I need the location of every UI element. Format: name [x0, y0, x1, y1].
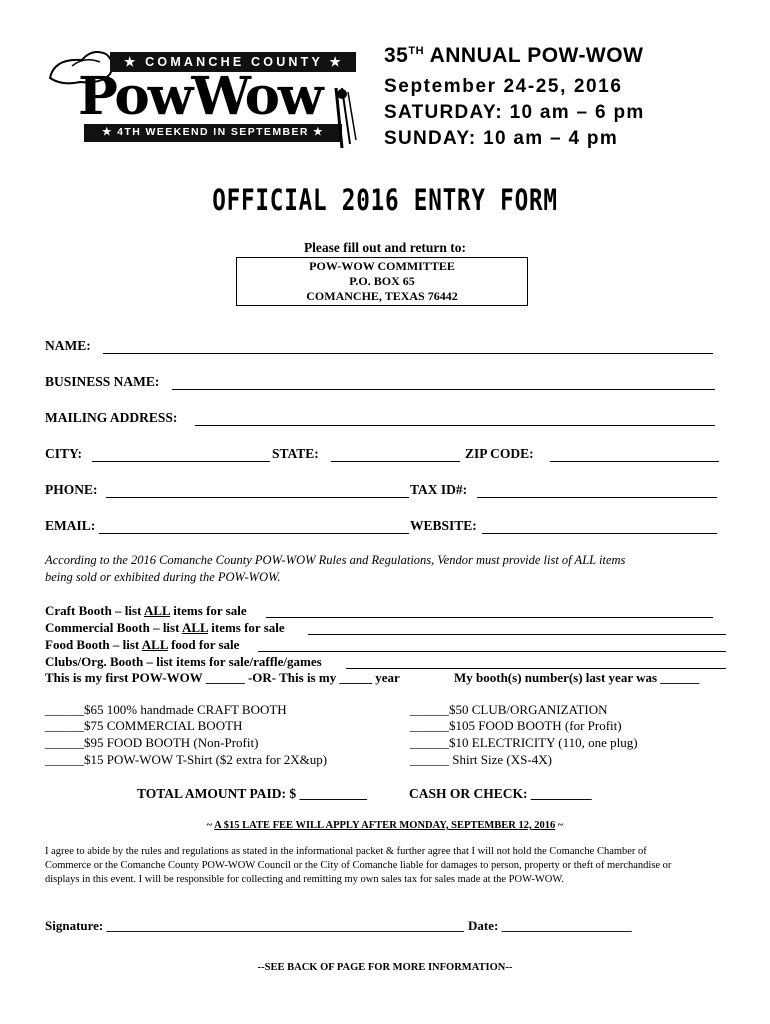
state-label: STATE:: [272, 446, 319, 461]
city-field[interactable]: [92, 461, 270, 462]
craft-booth-field[interactable]: [266, 617, 713, 618]
option-food-booth-nonprofit[interactable]: ______$95 FOOD BOOTH (Non-Profit): [45, 735, 259, 750]
commercial-booth-field[interactable]: [308, 634, 726, 635]
food-booth-field[interactable]: [258, 651, 726, 652]
cash-or-check-field[interactable]: CASH OR CHECK: _________: [409, 786, 592, 801]
option-commercial-booth[interactable]: ______$75 COMMERCIAL BOOTH: [45, 718, 243, 733]
option-food-booth-profit[interactable]: ______$105 FOOD BOOTH (for Profit): [410, 718, 622, 733]
mailing-address-field[interactable]: [195, 425, 715, 426]
zip-label: ZIP CODE:: [465, 446, 534, 461]
option-shirt-size[interactable]: ______ Shirt Size (XS-4X): [410, 752, 552, 767]
logo-bottom-text: ★ 4TH WEEKEND IN SEPTEMBER ★: [102, 126, 324, 138]
address-line: POW-WOW COMMITTEE: [309, 259, 455, 273]
signature-field[interactable]: Signature: _______________________________________________________: [45, 918, 465, 933]
address-line: P.O. BOX 65: [349, 274, 415, 288]
booth-number-last-year[interactable]: My booth(s) number(s) last year was ______: [454, 670, 700, 685]
tax-id-label: TAX ID#:: [410, 482, 468, 497]
address-line: COMANCHE, TEXAS 76442: [306, 289, 458, 303]
email-label: EMAIL:: [45, 518, 96, 533]
total-amount-field[interactable]: TOTAL AMOUNT PAID: $ __________: [137, 786, 368, 801]
name-field[interactable]: [103, 353, 713, 354]
rules-note: being sold or exhibited during the POW-WOW.: [45, 570, 281, 584]
email-field[interactable]: [99, 533, 409, 534]
website-label: WEBSITE:: [410, 518, 477, 533]
rules-note: According to the 2016 Comanche County POW-WOW Rules and Regulations, Vendor must provide list of ALL items: [45, 553, 626, 567]
agreement-text: Commerce or the Comanche County POW-WOW Council or the City of Comanche liable for damages to person, property or theft of merchandise or: [45, 860, 672, 871]
option-tshirt[interactable]: ______$15 POW-WOW T-Shirt ($2 extra for 2X&up): [45, 752, 328, 767]
agreement-text: I agree to abide by the rules and regulations as stated in the informational packet & further agree that I will not hold the Comanche Chamber of: [45, 846, 647, 857]
food-booth-label: Food Booth – list ALL food for sale: [45, 637, 240, 652]
commercial-booth-label: Commercial Booth – list ALL items for sale: [45, 620, 285, 635]
agreement-text: displays in this event. I will be responsible for collecting and remitting my own sales tax for sales made at the POW-WOW.: [45, 874, 564, 885]
option-club-organization[interactable]: ______$50 CLUB/ORGANIZATION: [410, 702, 608, 717]
late-fee-notice: ~ A $15 LATE FEE WILL APPLY AFTER MONDAY, SEPTEMBER 12, 2016 ~: [206, 820, 564, 831]
clubs-booth-field[interactable]: [346, 668, 726, 669]
tax-id-field[interactable]: [477, 497, 717, 498]
city-label: CITY:: [45, 446, 83, 461]
logo-top-text: ★ COMANCHE COUNTY ★: [124, 55, 344, 69]
option-craft-booth[interactable]: ______$65 100% handmade CRAFT BOOTH: [45, 702, 287, 717]
phone-label: PHONE:: [45, 482, 98, 497]
logo-main-text: PowWow: [78, 66, 322, 127]
craft-booth-label: Craft Booth – list ALL items for sale: [45, 603, 247, 618]
form-title: OFFICIAL 2016 ENTRY FORM: [212, 183, 558, 217]
phone-field[interactable]: [106, 497, 409, 498]
see-back-notice: --SEE BACK OF PAGE FOR MORE INFORMATION--: [257, 962, 513, 973]
event-dates: September 24-25, 2016: [384, 76, 623, 97]
pow-wow-logo: [44, 44, 364, 154]
state-field[interactable]: [331, 461, 460, 462]
return-label: Please fill out and return to:: [303, 240, 467, 255]
sunday-hours: SUNDAY: 10 am – 4 pm: [384, 128, 619, 149]
business-name-field[interactable]: [172, 389, 715, 390]
website-field[interactable]: [482, 533, 717, 534]
option-electricity[interactable]: ______$10 ELECTRICITY (110, one plug): [410, 735, 638, 750]
name-label: NAME:: [45, 338, 91, 353]
saturday-hours: SATURDAY: 10 am – 6 pm: [384, 102, 645, 123]
event-title: 35TH ANNUAL POW-WOW: [384, 44, 644, 67]
business-name-label: BUSINESS NAME:: [45, 374, 160, 389]
first-year-question[interactable]: This is my first POW-WOW ______ -OR- This is my _____ year: [45, 670, 400, 685]
return-address-box: [236, 257, 528, 306]
mailing-address-label: MAILING ADDRESS:: [45, 410, 178, 425]
date-field[interactable]: Date: ____________________: [468, 918, 632, 933]
zip-field[interactable]: [550, 461, 719, 462]
clubs-booth-label: Clubs/Org. Booth – list items for sale/raffle/games: [45, 654, 322, 669]
